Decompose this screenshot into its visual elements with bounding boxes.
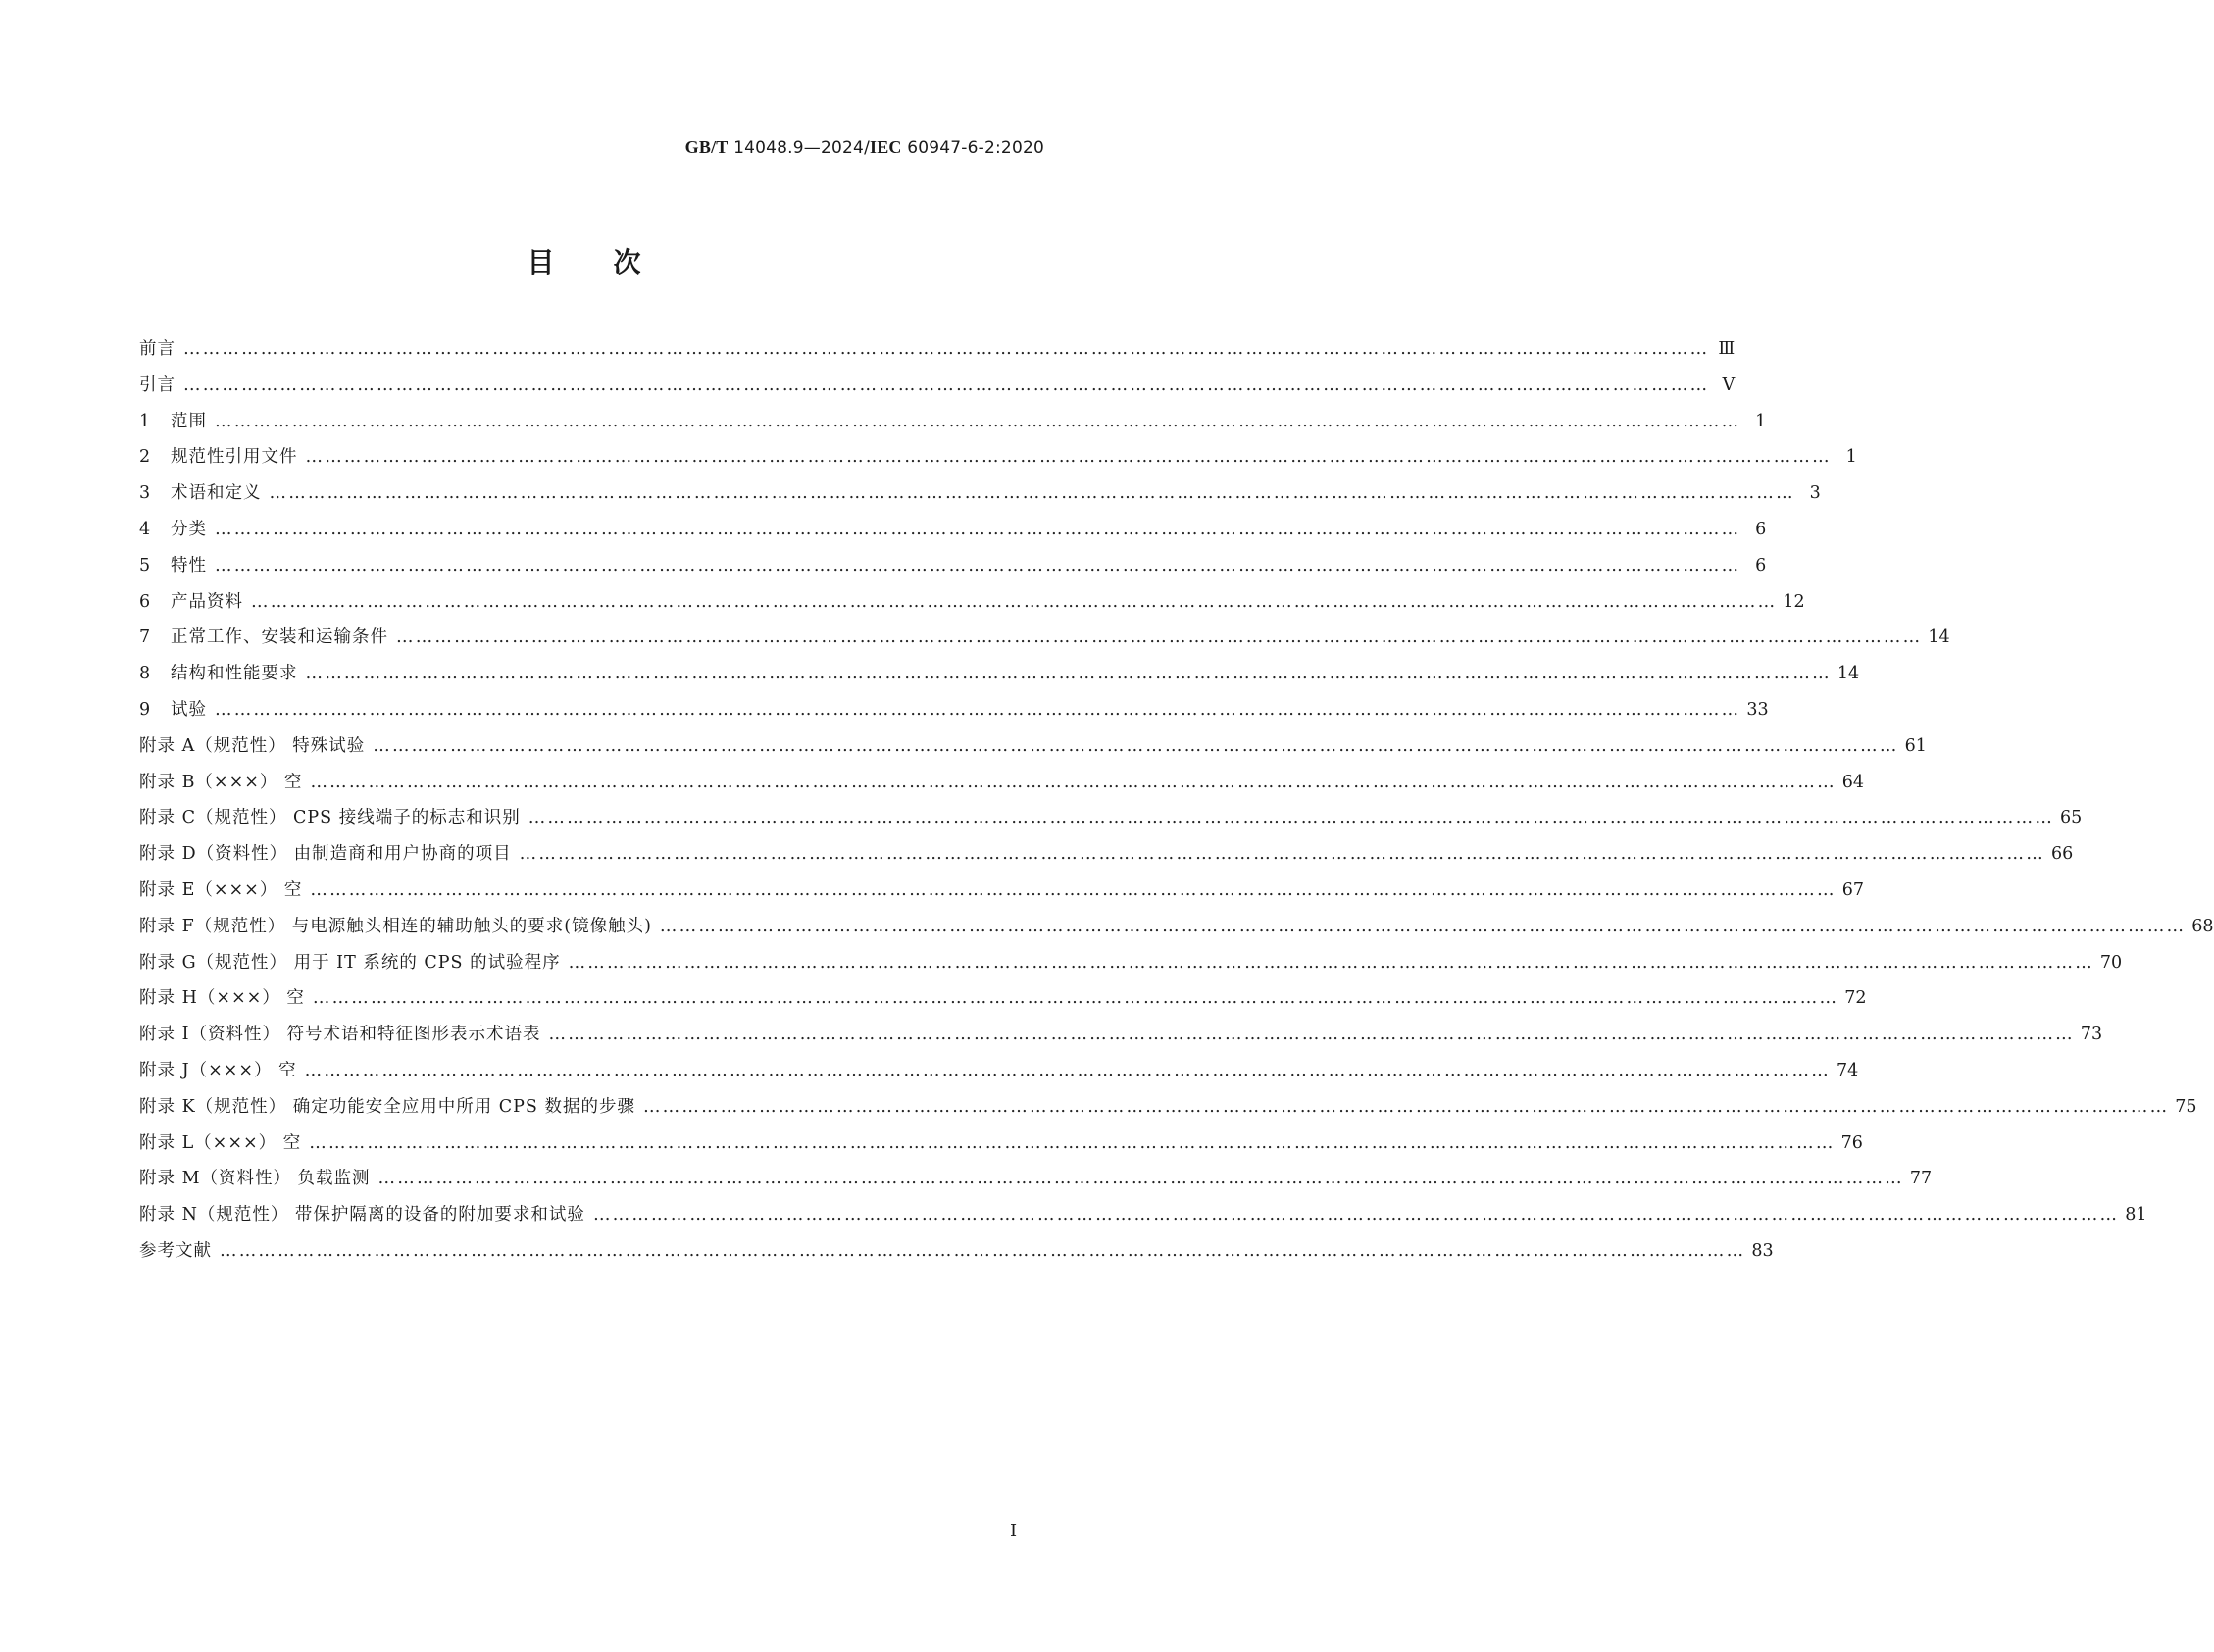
- toc-leader-dots: …………………………………………………………………………………………………………………………………………………………………………………………………………………: [592, 1205, 2120, 1226]
- toc-entry-label: 结构和性能要求: [171, 664, 298, 684]
- toc-entry-page: 64: [1841, 772, 1865, 792]
- toc-entry-page: 83: [1751, 1240, 1774, 1261]
- toc-entry-label: 附录 I（资料性） 符号术语和特征图形表示术语表: [139, 1025, 541, 1045]
- toc-entry-label: 术语和定义: [171, 483, 262, 504]
- toc-entry-number: 9: [139, 699, 151, 720]
- toc-entry[interactable]: [139, 548, 1767, 584]
- toc-entry-page: 81: [2125, 1205, 2147, 1226]
- toc-entry[interactable]: [139, 980, 1867, 1017]
- toc-entry[interactable]: [139, 692, 1769, 728]
- toc-entry-label: 附录 M（资料性） 负载监测: [139, 1169, 371, 1189]
- toc-entry[interactable]: [139, 620, 1950, 656]
- toc-entry[interactable]: [139, 728, 1927, 765]
- toc-entry[interactable]: [139, 909, 2214, 945]
- toc-entry-page: 72: [1844, 988, 1867, 1009]
- toc-entry-label: 附录 G（规范性） 用于 IT 系统的 CPS 的试验程序: [139, 952, 561, 973]
- toc-leader-dots: …………………………………………………………………………………………………………………………………………………………………………………………………………………: [220, 1240, 1746, 1261]
- toc-leader-dots: …………………………………………………………………………………………………………………………………………………………………………………………………………………: [183, 375, 1710, 395]
- toc-entry[interactable]: [139, 1233, 1774, 1270]
- toc-entry-page: 12: [1783, 591, 1805, 612]
- toc-entry-label: 规范性引用文件: [171, 447, 298, 468]
- toc-entry[interactable]: [139, 584, 1805, 621]
- toc-entry-page: 1: [1845, 447, 1857, 468]
- toc-leader-dots: …………………………………………………………………………………………………………………………………………………………………………………………………………………: [373, 735, 1899, 756]
- toc-entry-number: 8: [139, 664, 151, 684]
- toc-entry-label: 前言: [139, 339, 176, 359]
- toc-leader-dots: …………………………………………………………………………………………………………………………………………………………………………………………………………………: [215, 699, 1741, 720]
- toc-entry-page: Ⅲ: [1718, 339, 1736, 359]
- toc-entry-page: 68: [2191, 916, 2214, 936]
- toc-leader-dots: …………………………………………………………………………………………………………………………………………………………………………………………………………………: [269, 483, 1795, 504]
- toc-entry-page: Ⅴ: [1722, 375, 1736, 395]
- toc-entry-label: 附录 F（规范性） 与电源触头相连的辅助触头的要求(镜像触头): [139, 916, 652, 936]
- toc-entry[interactable]: [139, 476, 1821, 512]
- toc-entry-page: 6: [1755, 555, 1767, 576]
- toc-leader-dots: …………………………………………………………………………………………………………………………………………………………………………………………………………………: [305, 664, 1832, 684]
- toc-entry-label: 附录 E（×××） 空: [139, 879, 303, 900]
- toc-entry[interactable]: [139, 945, 2123, 981]
- toc-leader-dots: …………………………………………………………………………………………………………………………………………………………………………………………………………………: [642, 1096, 2170, 1117]
- toc-entry-page: 14: [1928, 627, 1950, 648]
- toc-leader-dots: …………………………………………………………………………………………………………………………………………………………………………………………………………………: [215, 411, 1741, 431]
- toc-entry-label: 附录 D（资料性） 由制造商和用户协商的项目: [139, 844, 512, 865]
- toc-entry-label: 正常工作、安装和运输条件: [171, 627, 388, 648]
- toc-entry-label: 附录 J（×××） 空: [139, 1060, 297, 1080]
- toc-entry-page: 3: [1809, 483, 1821, 504]
- toc-leader-dots: …………………………………………………………………………………………………………………………………………………………………………………………………………………: [309, 1132, 1836, 1153]
- toc-entry-label: 附录 A（规范性） 特殊试验: [139, 735, 366, 756]
- toc-entry-number: 1: [139, 411, 151, 431]
- toc-entry[interactable]: [139, 512, 1767, 548]
- toc-entry-page: 76: [1840, 1132, 1863, 1153]
- toc-entry[interactable]: [139, 836, 2074, 873]
- toc-entry-page: 6: [1755, 519, 1767, 539]
- toc-entry-page: 74: [1836, 1060, 1859, 1080]
- toc-entry[interactable]: [139, 1053, 1859, 1089]
- toc-entry-number: 4: [139, 519, 151, 539]
- toc-entry-page: 73: [2080, 1025, 2103, 1045]
- toc-entry-page: 66: [2050, 844, 2074, 865]
- iec-number: 60947-6-2:2020: [901, 138, 1044, 158]
- toc-entry-label: 附录 K（规范性） 确定功能安全应用中所用 CPS 数据的步骤: [139, 1096, 635, 1117]
- toc-leader-dots: …………………………………………………………………………………………………………………………………………………………………………………………………………………: [312, 988, 1839, 1009]
- toc-entry-label: 附录 H（×××） 空: [139, 988, 305, 1009]
- toc-leader-dots: …………………………………………………………………………………………………………………………………………………………………………………………………………………: [310, 879, 1837, 900]
- toc-leader-dots: …………………………………………………………………………………………………………………………………………………………………………………………………………………: [659, 916, 2187, 936]
- toc-leader-dots: …………………………………………………………………………………………………………………………………………………………………………………………………………………: [568, 952, 2094, 973]
- toc-entry[interactable]: [139, 765, 1865, 801]
- toc-entry-label: 范围: [171, 411, 207, 431]
- table-of-contents: [139, 331, 2214, 1270]
- toc-leader-dots: …………………………………………………………………………………………………………………………………………………………………………………………………………………: [528, 808, 2055, 828]
- toc-entry[interactable]: [139, 1161, 1933, 1197]
- toc-entry-page: 70: [2099, 952, 2123, 973]
- toc-leader-dots: …………………………………………………………………………………………………………………………………………………………………………………………………………………: [215, 519, 1741, 539]
- toc-entry-page: 1: [1755, 411, 1767, 431]
- toc-entry-label: 附录 N（规范性） 带保护隔离的设备的附加要求和试验: [139, 1205, 585, 1226]
- toc-entry-label: 特性: [171, 555, 207, 576]
- toc-entry[interactable]: [139, 331, 1736, 368]
- toc-leader-dots: …………………………………………………………………………………………………………………………………………………………………………………………………………………: [305, 447, 1832, 468]
- iec-prefix: IEC: [870, 137, 902, 157]
- toc-entry-page: 61: [1904, 735, 1927, 756]
- toc-entry-number: 6: [139, 591, 151, 612]
- toc-entry-page: 33: [1746, 699, 1769, 720]
- toc-entry-number: 7: [139, 627, 151, 648]
- toc-entry[interactable]: [139, 1089, 2197, 1126]
- toc-entry-page: 75: [2175, 1096, 2197, 1117]
- toc-entry[interactable]: [139, 368, 1736, 404]
- toc-leader-dots: …………………………………………………………………………………………………………………………………………………………………………………………………………………: [304, 1060, 1831, 1080]
- toc-entry-label: 分类: [171, 519, 207, 539]
- toc-leader-dots: …………………………………………………………………………………………………………………………………………………………………………………………………………………: [377, 1169, 1904, 1189]
- toc-entry-number: 3: [139, 483, 151, 504]
- toc-entry-label: 引言: [139, 375, 176, 395]
- toc-entry-number: 2: [139, 447, 151, 468]
- toc-entry[interactable]: [139, 800, 2083, 836]
- toc-entry-label: 附录 L（×××） 空: [139, 1132, 302, 1153]
- toc-leader-dots: …………………………………………………………………………………………………………………………………………………………………………………………………………………: [396, 627, 1923, 648]
- standard-number: 14048.9—2024/: [728, 138, 870, 158]
- toc-entry-label: 附录 B（×××） 空: [139, 772, 303, 792]
- toc-entry-label: 产品资料: [171, 591, 243, 612]
- page-title: 目次: [527, 246, 700, 278]
- toc-entry-page: 67: [1841, 879, 1864, 900]
- toc-entry-label: 附录 C（规范性） CPS 接线端子的标志和识别: [139, 808, 521, 828]
- toc-leader-dots: …………………………………………………………………………………………………………………………………………………………………………………………………………………: [215, 555, 1741, 576]
- toc-entry-label: 参考文献: [139, 1240, 212, 1261]
- toc-leader-dots: …………………………………………………………………………………………………………………………………………………………………………………………………………………: [310, 772, 1837, 792]
- toc-leader-dots: …………………………………………………………………………………………………………………………………………………………………………………………………………………: [183, 339, 1710, 359]
- toc-entry[interactable]: [139, 656, 1860, 692]
- toc-entry[interactable]: [139, 1017, 2103, 1053]
- toc-leader-dots: …………………………………………………………………………………………………………………………………………………………………………………………………………………: [519, 844, 2045, 865]
- toc-entry-page: 65: [2060, 808, 2083, 828]
- toc-leader-dots: …………………………………………………………………………………………………………………………………………………………………………………………………………………: [251, 591, 1778, 612]
- toc-entry[interactable]: [139, 1197, 2147, 1233]
- toc-entry[interactable]: [139, 439, 1857, 476]
- page-number: Ⅰ: [1010, 1521, 1018, 1541]
- toc-entry-page: 14: [1837, 664, 1860, 684]
- toc-entry-label: 试验: [171, 699, 207, 720]
- standard-prefix: GB/T: [684, 137, 729, 157]
- toc-entry[interactable]: [139, 873, 1864, 909]
- toc-entry-page: 77: [1909, 1169, 1933, 1189]
- toc-entry[interactable]: [139, 1126, 1863, 1162]
- toc-entry[interactable]: [139, 404, 1767, 440]
- standard-code: [685, 137, 1044, 158]
- toc-leader-dots: …………………………………………………………………………………………………………………………………………………………………………………………………………………: [548, 1025, 2075, 1045]
- toc-entry-number: 5: [139, 555, 151, 576]
